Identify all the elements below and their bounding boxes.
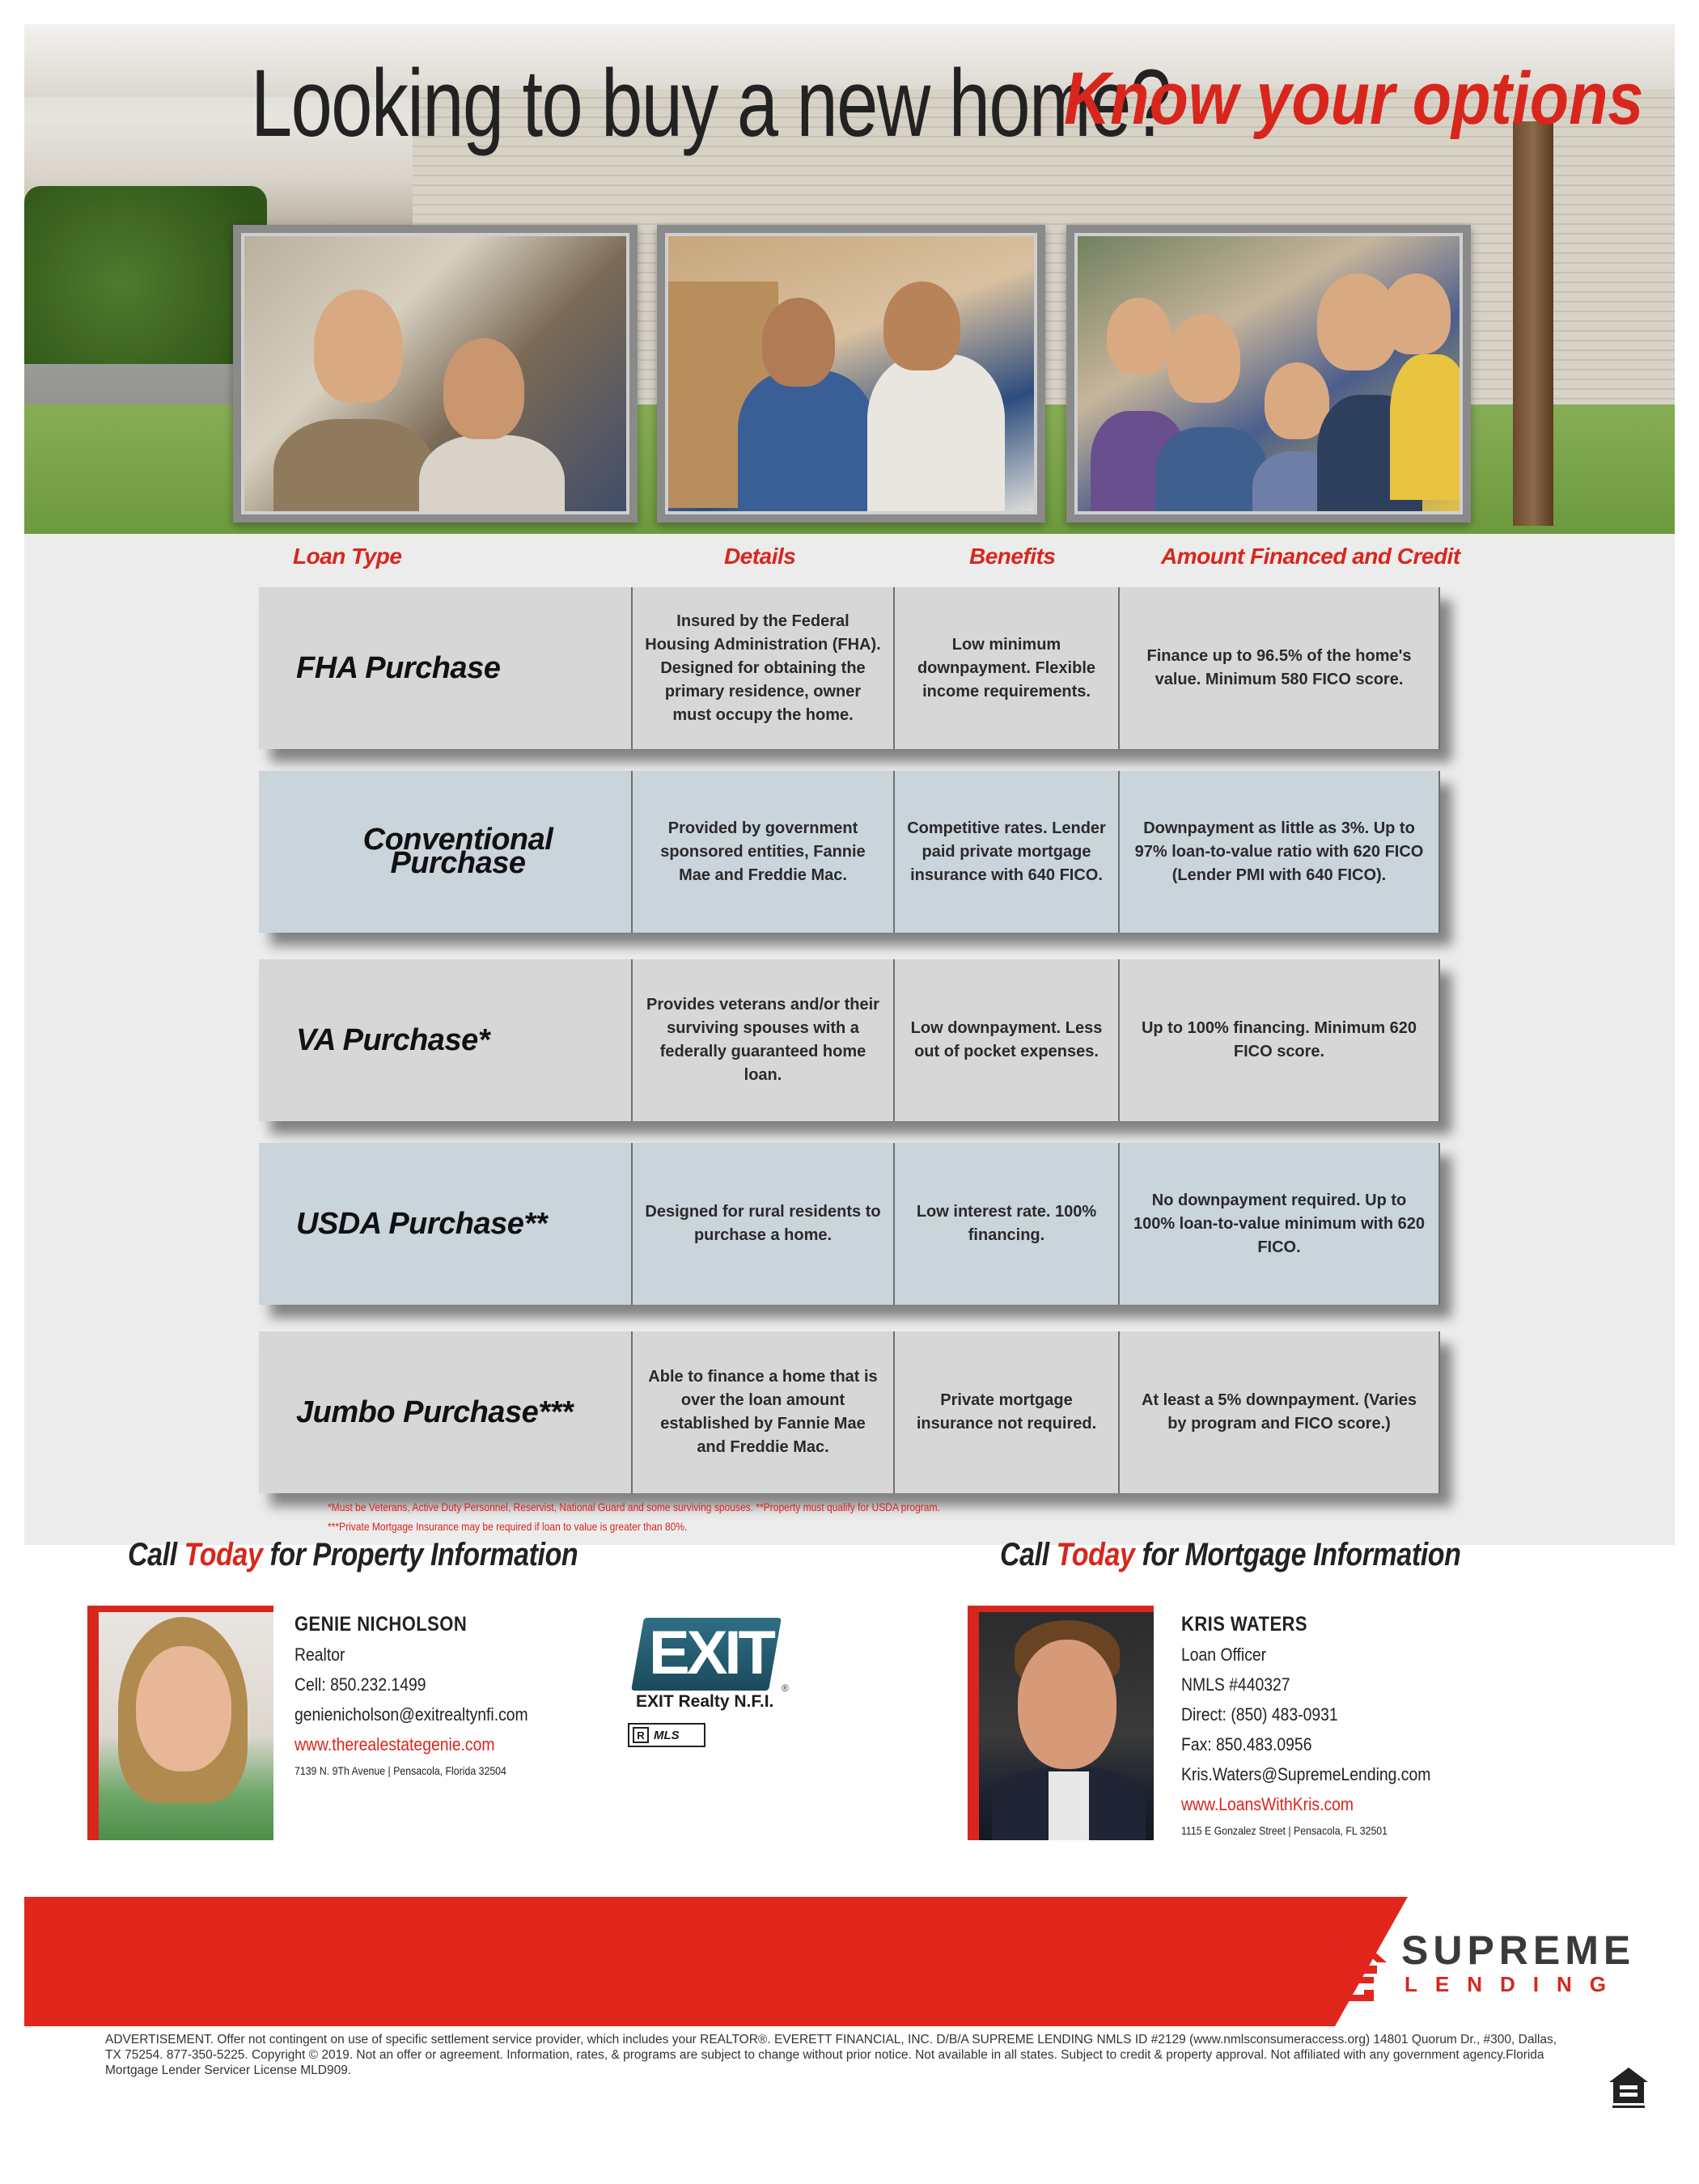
amount-cell: Downpayment as little as 3%. Up to 97% loan-to-value ratio with 620 FICO (Lender PMI with 640 FICO). xyxy=(1118,771,1440,933)
couple-moving-boxes-photo xyxy=(657,225,1045,523)
loan-officer-headshot xyxy=(968,1606,1154,1840)
benefits-cell: Low interest rate. 100% financing. xyxy=(893,1143,1118,1305)
loan-row-fha xyxy=(259,587,1440,749)
loan-officer-fax: Fax: 850.483.0956 xyxy=(1181,1734,1312,1754)
supreme-lending-logo xyxy=(1304,1924,1652,2013)
details-cell: Provided by government sponsored entities, Fannie Mae and Freddie Mac. xyxy=(631,771,893,933)
house-s-logo-icon xyxy=(1304,1924,1393,2004)
loan-row-va xyxy=(259,959,1440,1121)
realtor-email[interactable]: genienicholson@exitrealtynfi.com xyxy=(294,1704,528,1725)
lending-wordmark: LENDING xyxy=(1405,1972,1624,1996)
loan-officer-website-link[interactable]: www.LoansWithKris.com xyxy=(1181,1794,1354,1814)
headline-question: Looking to buy a new home? xyxy=(251,50,1171,157)
call-mortgage-heading: Call Today for Mortgage Information xyxy=(1000,1537,1461,1572)
details-cell: Provides veterans and/or their surviving spouses with a federally guaranteed home loan. xyxy=(631,959,893,1121)
exit-logo-text: EXIT xyxy=(649,1619,773,1687)
loan-type-cell: Jumbo Purchase*** xyxy=(296,1395,574,1429)
call-property-heading: Call Today for Property Information xyxy=(128,1537,578,1572)
loan-officer-title: Loan Officer xyxy=(1181,1644,1267,1665)
supreme-wordmark: SUPREME xyxy=(1401,1928,1636,1973)
column-header-details: Details xyxy=(724,544,796,569)
details-cell: Insured by the Federal Housing Administration (FHA). Designed for obtaining the primary residence, owner must occupy the home. xyxy=(631,587,893,749)
family-photo xyxy=(1066,225,1471,523)
amount-cell: At least a 5% downpayment. (Varies by program and FICO score.) xyxy=(1118,1331,1440,1493)
realtor-website-link[interactable]: www.therealestategenie.com xyxy=(294,1734,495,1754)
loan-row-usda xyxy=(259,1143,1440,1305)
benefits-cell: Private mortgage insurance not required. xyxy=(893,1331,1118,1493)
loan-row-jumbo xyxy=(259,1331,1440,1493)
column-header-amount-financed: Amount Financed and Credit xyxy=(1161,544,1460,569)
couple-with-keys-photo xyxy=(233,225,638,523)
realtor-contact-block xyxy=(294,1610,560,1782)
legal-disclaimer: ADVERTISEMENT. Offer not contingent on use of specific settlement service provider, which includes your REALTOR®. EVERETT FINANCIAL, INC. D/B/A SUPREME LENDING NMLS ID #2129 (www.nmlsconsumeraccess.org) 14801 Quorum Dr., #300, Dallas, TX 75254. 877-350-5225. Copyright © 2019. Not an offer or agreement. Information, rates, & programs are subject to change without prior notice. Not available in all states. Subject to credit & property approval. Not affiliated with any government agency.Florida Mortgage Lender Servicer License MLD909. xyxy=(105,2033,1557,2077)
realtor-cell[interactable]: Cell: 850.232.1499 xyxy=(294,1674,426,1695)
loan-officer-direct[interactable]: Direct: (850) 483-0931 xyxy=(1181,1704,1338,1725)
realtor-title: Realtor xyxy=(294,1644,345,1665)
loan-officer-contact-block xyxy=(1181,1610,1464,1842)
realtor-name: GENIE NICHOLSON xyxy=(294,1613,468,1636)
details-cell: Designed for rural residents to purchase a home. xyxy=(631,1143,893,1305)
loan-type-cell: USDA Purchase** xyxy=(296,1206,547,1241)
benefits-cell: Low downpayment. Less out of pocket expenses. xyxy=(893,959,1118,1121)
loan-type-cell: VA Purchase* xyxy=(296,1022,489,1057)
mls-label: MLS xyxy=(654,1728,680,1742)
footnote-pmi: ***Private Mortgage Insurance may be required if loan to value is greater than 80%. xyxy=(328,1520,688,1533)
amount-cell: Finance up to 96.5% of the home's value. Minimum 580 FICO score. xyxy=(1118,587,1440,749)
realtor-headshot xyxy=(87,1606,273,1840)
tree-background xyxy=(1513,121,1553,526)
benefits-cell: Competitive rates. Lender paid private mortgage insurance with 640 FICO. xyxy=(893,771,1118,933)
benefits-cell: Low minimum downpayment. Flexible income requirements. xyxy=(893,587,1118,749)
loan-officer-address: 1115 E Gonzalez Street | Pensacola, FL 32501 xyxy=(1181,1824,1388,1837)
loan-row-conventional xyxy=(259,771,1440,933)
loan-type-cell: FHA Purchase xyxy=(296,650,501,685)
loan-officer-nmls: NMLS #440327 xyxy=(1181,1674,1290,1695)
details-cell: Able to finance a home that is over the loan amount established by Fannie Mae and Freddie Mac. xyxy=(631,1331,893,1493)
page-headline xyxy=(251,49,1644,170)
loan-type-cell: Conventional Purchase xyxy=(362,823,553,880)
headline-emphasis: Know your options xyxy=(1064,57,1644,140)
realtor-address: 7139 N. 9Th Avenue | Pensacola, Florida 32504 xyxy=(294,1764,506,1777)
realtor-r-icon: R xyxy=(633,1727,649,1743)
footnote-eligibility: *Must be Veterans, Active Duty Personnel, Reservist, National Guard and some surviving spouses. **Property must qualify for USDA program. xyxy=(328,1500,940,1513)
column-header-benefits: Benefits xyxy=(969,544,1056,569)
column-header-loan-type: Loan Type xyxy=(293,544,402,569)
amount-cell: Up to 100% financing. Minimum 620 FICO score. xyxy=(1118,959,1440,1121)
amount-cell: No downpayment required. Up to 100% loan-to-value minimum with 620 FICO. xyxy=(1118,1143,1440,1305)
exit-realty-logo: EXIT ® EXIT Realty N.F.I. xyxy=(628,1618,814,1739)
realtor-mls-badge xyxy=(628,1723,705,1747)
loan-officer-email[interactable]: Kris.Waters@SupremeLending.com xyxy=(1181,1764,1431,1784)
loan-officer-name: KRIS WATERS xyxy=(1181,1613,1307,1636)
exit-brand-name: EXIT Realty N.F.I. xyxy=(636,1692,774,1711)
equal-housing-opportunity-icon xyxy=(1606,2064,1651,2111)
